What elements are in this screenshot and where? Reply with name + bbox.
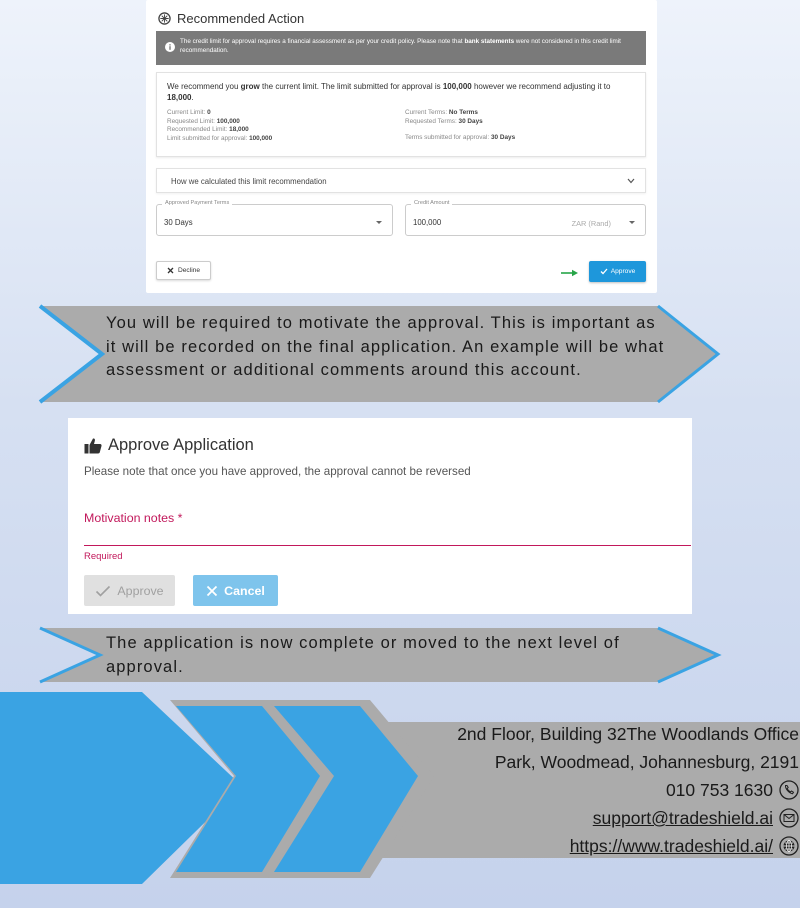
chevron-down-icon [627,178,635,184]
terms-row-requested: Requested Terms: 30 Days [405,117,483,125]
info-icon [165,42,175,52]
phone-line [457,776,799,804]
payment-terms-select[interactable]: Approved Payment Terms 30 Days [156,204,393,236]
recommended-action-panel [146,0,657,293]
credit-amount-field[interactable]: Credit Amount 100,000 ZAR (Rand) [405,204,646,236]
globe-icon [779,836,799,856]
check-icon [95,585,111,597]
motivation-notes-label: Motivation notes * [84,511,183,525]
address-line-2: Park, Woodmead, Johannesburg, 2191 [494,752,799,772]
required-error-text: Required [84,551,123,562]
phone-number[interactable]: 010 753 1630 [665,780,773,800]
decline-button[interactable]: Decline [156,261,211,280]
callout-text: The application is now complete or moved to the next level of approval. [106,634,620,676]
phone-icon [779,780,799,800]
dropdown-caret-icon [629,221,635,224]
terms-row-submitted: Terms submitted for approval: 30 Days [405,134,516,142]
approve-submit-button[interactable]: Approve [84,575,175,606]
recommendation-summary [156,72,646,157]
limit-row-current: Current Limit: 0 [167,109,211,116]
website-line [457,832,799,860]
close-icon [206,585,218,597]
mail-icon [779,808,799,828]
cancel-button[interactable]: Cancel [193,575,278,606]
limits-left-column [167,109,272,143]
address-line-1: 2nd Floor, Building 32The Woodlands Office [457,724,799,744]
thumbs-up-icon [84,437,102,454]
limit-row-recommended: Recommended Limit: 18,000 [167,126,249,134]
footer [0,690,800,908]
website-link[interactable]: https://www.tradeshield.ai/ [569,836,773,856]
email-link[interactable]: support@tradeshield.ai [592,808,773,828]
limits-right-column [405,109,515,143]
approve-dialog-note: Please note that once you have approved, the approval cannot be reversed [84,465,471,478]
dropdown-caret-icon [376,221,382,224]
info-banner: The credit limit for approval requires a financial assessment as per your credit policy. Please note that bank statements were not considered in this credit limit recommendation. [156,31,646,65]
approve-button[interactable]: Approve [589,261,646,282]
currency-select[interactable]: ZAR (Rand) [571,219,611,228]
callout-text: You will be required to motivate the approval. This is important as it will be recorded on the final application. An example will be what assessment or additional comments around this account. [106,314,665,379]
check-icon [600,268,608,275]
approve-application-dialog [68,418,692,614]
terms-row-current: Current Terms: No Terms [405,109,478,116]
recommended-action-title: Recommended Action [158,11,304,26]
recommendation-icon [158,12,171,25]
email-line [457,804,799,832]
callout-banner-complete [0,626,800,684]
arrow-right-icon [560,269,580,277]
how-calculated-expander[interactable]: How we calculated this limit recommendation [156,168,646,193]
limit-row-submitted: Limit submitted for approval: 100,000 [167,134,273,142]
approve-dialog-title: Approve Application [84,436,254,455]
limit-row-requested: Requested Limit: 100,000 [167,117,240,125]
contact-details [457,720,799,860]
close-icon [167,267,174,274]
callout-banner-motivation [0,304,800,404]
motivation-notes-input[interactable] [84,528,691,546]
recommendation-text: We recommend you grow the current limit. The limit submitted for approval is 100,000 however we recommend adjusting it to 18,000. [167,82,611,102]
